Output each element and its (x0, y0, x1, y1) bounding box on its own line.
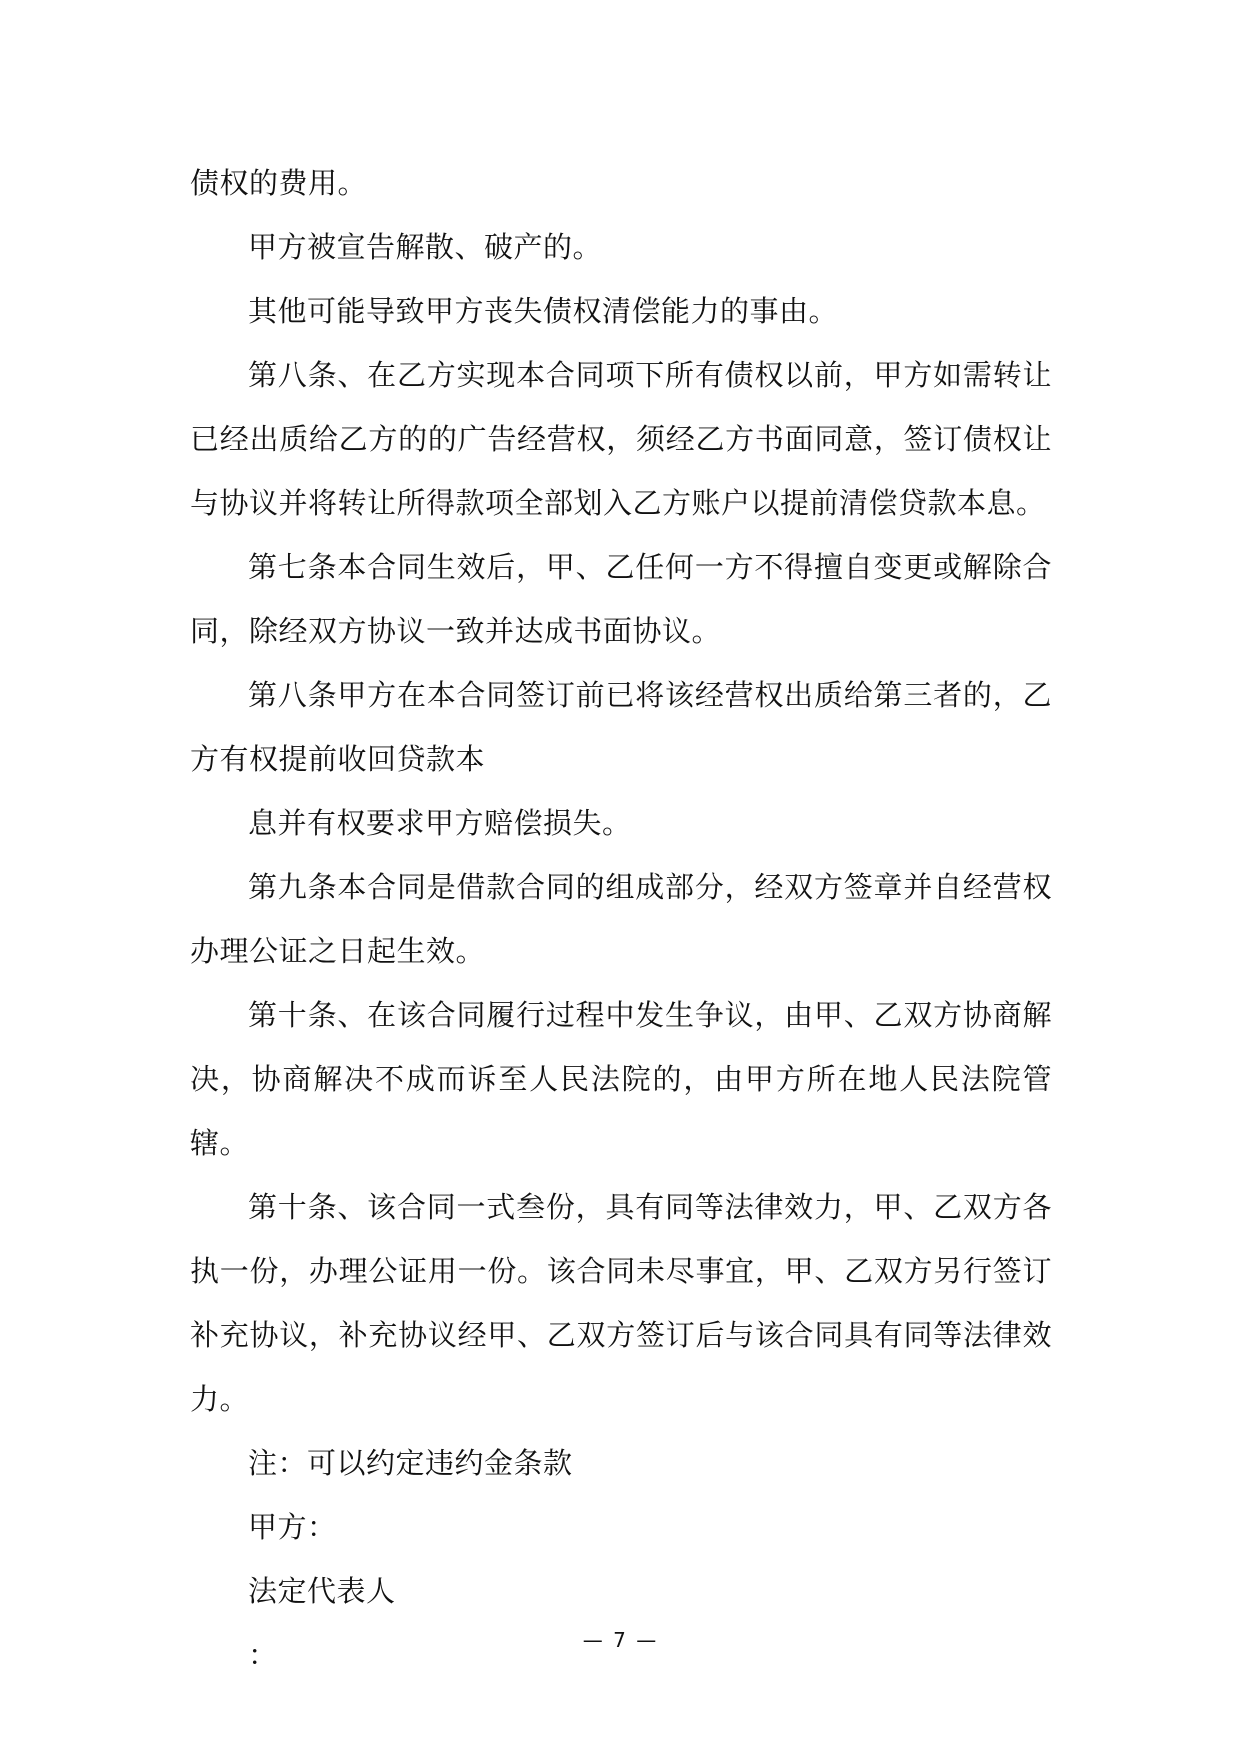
page-number: — 7 — (582, 1628, 659, 1652)
paragraph-3: 其他可能导致甲方丧失债权清偿能力的事由。 (248, 294, 839, 328)
paragraph-4: 第八条、在乙方实现本合同项下所有债权以前，甲方如需转让已经出质给乙方的的广告经营权，须经乙方书面同意，签订债权让与协议并将转让所得款项全部划入乙方账户以提前清偿贷款本息。 (190, 358, 1052, 520)
paragraph-14: ： (248, 1638, 278, 1672)
paragraph-7: 息并有权要求甲方赔偿损失。 (248, 806, 632, 840)
paragraph-5: 第七条本合同生效后，甲、乙任何一方不得擅自变更或解除合同，除经双方协议一致并达成书面协议。 (190, 550, 1052, 648)
paragraph-10: 第十条、该合同一式叁份，具有同等法律效力，甲、乙双方各执一份，办理公证用一份。该合同未尽事宜，甲、乙双方另行签订补充协议，补充协议经甲、乙双方签订后与该合同具有同等法律效力。 (190, 1190, 1052, 1416)
paragraph-11: 注：可以约定违约金条款 (248, 1446, 573, 1480)
paragraph-8: 第九条本合同是借款合同的组成部分，经双方签章并自经营权办理公证之日起生效。 (190, 870, 1052, 968)
paragraph-12: 甲方： (248, 1510, 337, 1544)
paragraph-13: 法定代表人 (248, 1574, 396, 1608)
paragraph-1: 债权的费用。 (190, 166, 368, 200)
paragraph-9: 第十条、在该合同履行过程中发生争议，由甲、乙双方协商解决，协商解决不成而诉至人民法院的，由甲方所在地人民法院管辖。 (190, 998, 1052, 1160)
paragraph-6: 第八条甲方在本合同签订前已将该经营权出质给第三者的，乙方有权提前收回贷款本 (190, 678, 1052, 776)
paragraph-2: 甲方被宣告解散、破产的。 (248, 230, 603, 264)
document-body (190, 151, 1052, 1687)
